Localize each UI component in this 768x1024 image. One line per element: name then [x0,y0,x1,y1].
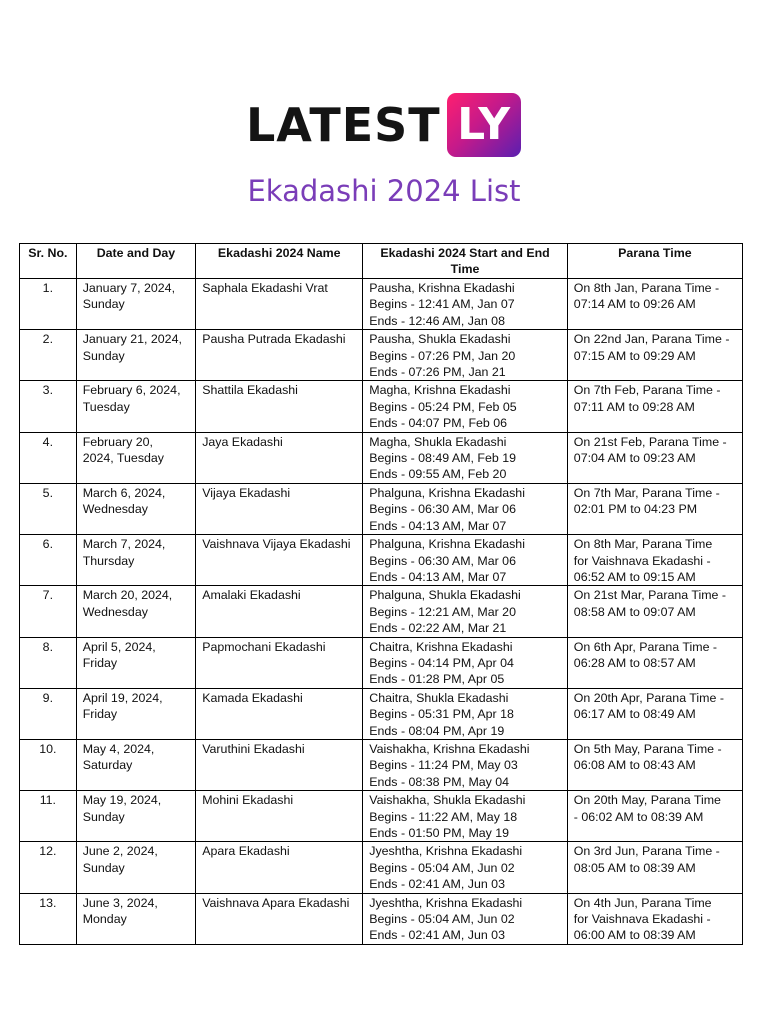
cell-start-end-time: Chaitra, Shukla Ekadashi Begins - 05:31 PM, Apr 18 Ends - 08:04 PM, Apr 19 [363,688,568,739]
cell-date-day: January 21, 2024, Sunday [76,330,195,381]
table-row [20,893,743,944]
cell-date-day: March 6, 2024, Wednesday [76,483,195,534]
cell-parana-time: On 8th Mar, Parana Time for Vaishnava Ekadashi - 06:52 AM to 09:15 AM [567,535,742,586]
cell-ekadashi-name: Saphala Ekadashi Vrat [196,279,363,330]
cell-start-end-time: Phalguna, Shukla Ekadashi Begins - 12:21 AM, Mar 20 Ends - 02:22 AM, Mar 21 [363,586,568,637]
cell-start-end-time: Jyeshtha, Krishna Ekadashi Begins - 05:04 AM, Jun 02 Ends - 02:41 AM, Jun 03 [363,893,568,944]
logo-badge [447,93,521,157]
cell-start-end-time: Chaitra, Krishna Ekadashi Begins - 04:14 PM, Apr 04 Ends - 01:28 PM, Apr 05 [363,637,568,688]
table-row [20,483,743,534]
table-row [20,535,743,586]
cell-date-day: May 4, 2024, Saturday [76,739,195,790]
table-row [20,330,743,381]
cell-sr-no: 3. [20,381,77,432]
page-title: Ekadashi 2024 List [247,174,521,208]
table-row [20,637,743,688]
cell-ekadashi-name: Vijaya Ekadashi [196,483,363,534]
header-ekadashi-name: Ekadashi 2024 Name [196,244,363,279]
table-row [20,279,743,330]
cell-parana-time: On 6th Apr, Parana Time - 06:28 AM to 08:57 AM [567,637,742,688]
cell-ekadashi-name: Pausha Putrada Ekadashi [196,330,363,381]
table-row [20,381,743,432]
cell-sr-no: 13. [20,893,77,944]
cell-parana-time: On 4th Jun, Parana Time for Vaishnava Ekadashi - 06:00 AM to 08:39 AM [567,893,742,944]
cell-date-day: June 2, 2024, Sunday [76,842,195,893]
cell-parana-time: On 20th May, Parana Time - 06:02 AM to 08:39 AM [567,791,742,842]
cell-parana-time: On 22nd Jan, Parana Time - 07:15 AM to 09:29 AM [567,330,742,381]
cell-sr-no: 11. [20,791,77,842]
header-start-end-time: Ekadashi 2024 Start and End Time [363,244,568,279]
cell-sr-no: 1. [20,279,77,330]
cell-sr-no: 4. [20,432,77,483]
cell-date-day: June 3, 2024, Monday [76,893,195,944]
cell-start-end-time: Magha, Krishna Ekadashi Begins - 05:24 PM, Feb 05 Ends - 04:07 PM, Feb 06 [363,381,568,432]
cell-start-end-time: Vaishakha, Shukla Ekadashi Begins - 11:22 AM, May 18 Ends - 01:50 PM, May 19 [363,791,568,842]
cell-ekadashi-name: Vaishnava Apara Ekadashi [196,893,363,944]
cell-sr-no: 2. [20,330,77,381]
cell-start-end-time: Magha, Shukla Ekadashi Begins - 08:49 AM, Feb 19 Ends - 09:55 AM, Feb 20 [363,432,568,483]
cell-ekadashi-name: Kamada Ekadashi [196,688,363,739]
cell-parana-time: On 20th Apr, Parana Time - 06:17 AM to 08:49 AM [567,688,742,739]
cell-ekadashi-name: Mohini Ekadashi [196,791,363,842]
cell-ekadashi-name: Jaya Ekadashi [196,432,363,483]
table-body [20,279,743,945]
cell-start-end-time: Vaishakha, Krishna Ekadashi Begins - 11:24 PM, May 03 Ends - 08:38 PM, May 04 [363,739,568,790]
header-sr-no: Sr. No. [20,244,77,279]
table-row [20,586,743,637]
cell-ekadashi-name: Varuthini Ekadashi [196,739,363,790]
table-row [20,842,743,893]
cell-ekadashi-name: Apara Ekadashi [196,842,363,893]
cell-date-day: January 7, 2024, Sunday [76,279,195,330]
cell-parana-time: On 21st Mar, Parana Time - 08:58 AM to 09:07 AM [567,586,742,637]
cell-parana-time: On 8th Jan, Parana Time - 07:14 AM to 09:26 AM [567,279,742,330]
cell-sr-no: 7. [20,586,77,637]
cell-start-end-time: Pausha, Shukla Ekadashi Begins - 07:26 PM, Jan 20 Ends - 07:26 PM, Jan 21 [363,330,568,381]
cell-parana-time: On 7th Feb, Parana Time - 07:11 AM to 09:28 AM [567,381,742,432]
cell-date-day: April 19, 2024, Friday [76,688,195,739]
cell-start-end-time: Pausha, Krishna Ekadashi Begins - 12:41 AM, Jan 07 Ends - 12:46 AM, Jan 08 [363,279,568,330]
cell-ekadashi-name: Vaishnava Vijaya Ekadashi [196,535,363,586]
cell-ekadashi-name: Shattila Ekadashi [196,381,363,432]
cell-parana-time: On 7th Mar, Parana Time - 02:01 PM to 04:23 PM [567,483,742,534]
cell-ekadashi-name: Papmochani Ekadashi [196,637,363,688]
table-header-row [20,244,743,279]
cell-date-day: March 20, 2024, Wednesday [76,586,195,637]
ekadashi-table [19,243,743,945]
cell-sr-no: 6. [20,535,77,586]
cell-date-day: May 19, 2024, Sunday [76,791,195,842]
cell-sr-no: 10. [20,739,77,790]
cell-sr-no: 9. [20,688,77,739]
table-row [20,688,743,739]
table-row [20,791,743,842]
cell-ekadashi-name: Amalaki Ekadashi [196,586,363,637]
header-parana-time: Parana Time [567,244,742,279]
cell-start-end-time: Phalguna, Krishna Ekadashi Begins - 06:30 AM, Mar 06 Ends - 04:13 AM, Mar 07 [363,483,568,534]
cell-parana-time: On 21st Feb, Parana Time - 07:04 AM to 09:23 AM [567,432,742,483]
latestly-logo [246,92,521,158]
logo-wordmark: LATEST [246,98,441,152]
cell-start-end-time: Jyeshtha, Krishna Ekadashi Begins - 05:04 AM, Jun 02 Ends - 02:41 AM, Jun 03 [363,842,568,893]
cell-start-end-time: Phalguna, Krishna Ekadashi Begins - 06:30 AM, Mar 06 Ends - 04:13 AM, Mar 07 [363,535,568,586]
cell-sr-no: 8. [20,637,77,688]
cell-date-day: March 7, 2024, Thursday [76,535,195,586]
cell-parana-time: On 3rd Jun, Parana Time - 08:05 AM to 08:39 AM [567,842,742,893]
header-date-day: Date and Day [76,244,195,279]
table-row [20,432,743,483]
cell-date-day: February 20, 2024, Tuesday [76,432,195,483]
cell-date-day: February 6, 2024, Tuesday [76,381,195,432]
cell-sr-no: 12. [20,842,77,893]
logo-badge-text: LY [457,99,511,150]
cell-parana-time: On 5th May, Parana Time - 06:08 AM to 08:43 AM [567,739,742,790]
cell-date-day: April 5, 2024, Friday [76,637,195,688]
table-row [20,739,743,790]
cell-sr-no: 5. [20,483,77,534]
